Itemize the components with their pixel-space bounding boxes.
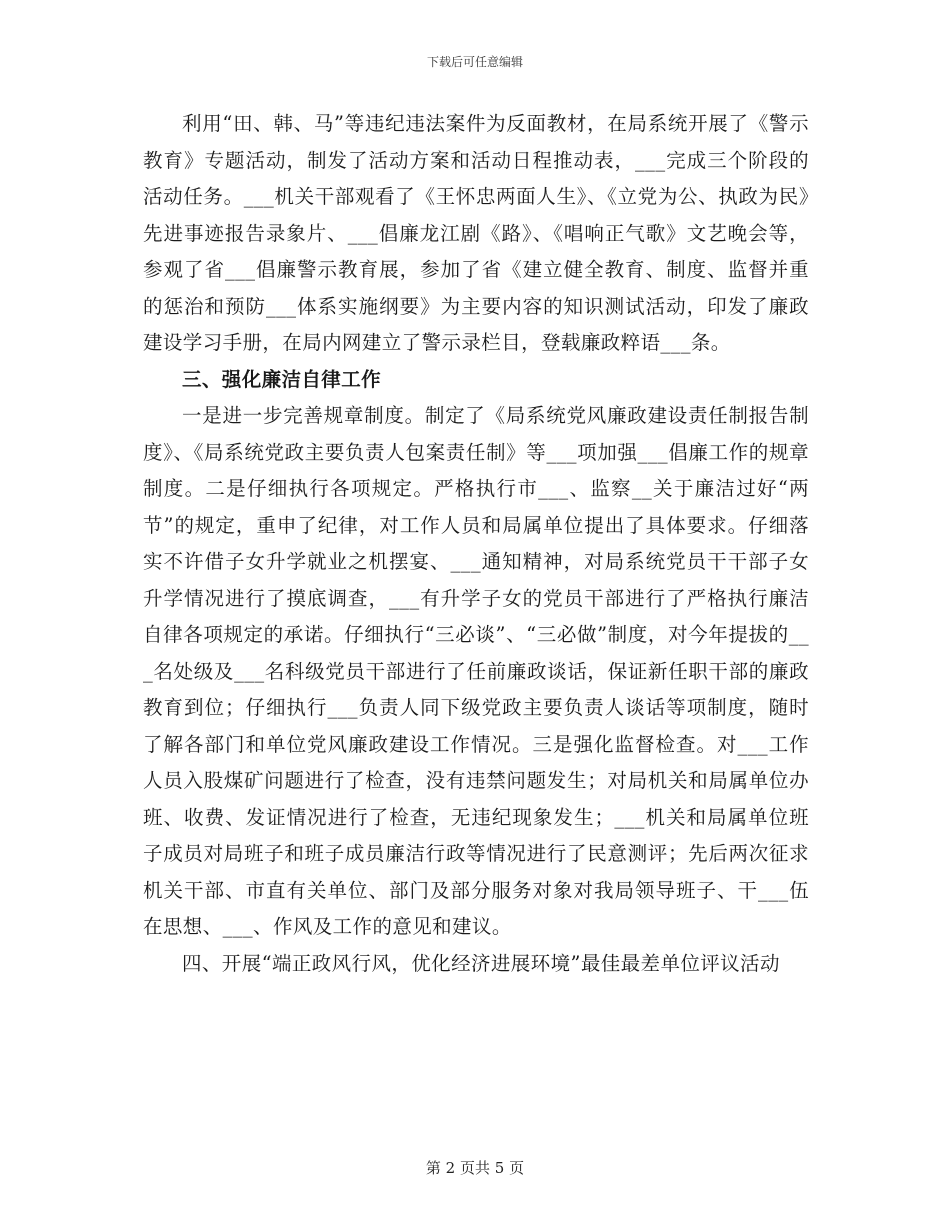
paragraph-self-discipline: 一是进一步完善规章制度。制定了《局系统党风廉政建设责任制报告制度》、《局系统党政主要负责人包案责任制》等___项加强___倡廉工作的规章制度。二是仔细执行各项规定。严格执行市___、监察__关于廉洁过好“两节”的规定，重申了纪律，对工作人员和局属单位提出了具体要求。仔细落实不许借子女升学就业之机摆宴、___通知精神，对局系统党员干干部子女升学情况进行了摸底调查，___有升学子女的党员干部进行了严格执行廉洁自律各项规定的承诺。仔细执行“三必谈”、“三必做”制度，对今年提拔的___名处级及___名科级党员干部进行了任前廉政谈话，保证新任职干部的廉政教育到位；仔细执行___负责人同下级党政主要负责人谈话等项制度，随时了解各部门和单位党风廉政建设工作情况。三是强化监督检查。对___工作人员入股煤矿问题进行了检查，没有违禁问题发生；对局机关和局属单位办班、收费、发证情况进行了检查，无违纪现象发生；___机关和局属单位班子成员对局班子和班子成员廉洁行政等情况进行了民意测评；先后两次征求机关干部、市直有关单位、部门及部分服务对象对我局领导班子、干___伍在思想、___、作风及工作的意见和建议。 bbox=[143, 404, 809, 938]
document-body bbox=[143, 106, 809, 982]
paragraph-warning-education: 利用“田、韩、马”等违纪违法案件为反面教材，在局系统开展了《警示教育》专题活动，制发了活动方案和活动日程推动表，___完成三个阶段的活动任务。___机关干部观看了《王怀忠两面人生》、《立党为公、执政为民》先进事迹报告录象片、___倡廉龙江剧《路》、《唱响正气歌》文艺晚会等，参观了省___倡廉警示教育展，参加了省《建立健全教育、制度、监督并重的惩治和预防___体系实施纲要》为主要内容的知识测试活动，印发了廉政建设学习手册，在局内网建立了警示录栏目，登载廉政粹语___条。 bbox=[143, 112, 809, 354]
page-footer: 第 2 页共 5 页 bbox=[425, 1159, 525, 1177]
page-header: 下载后可任意编辑 bbox=[426, 55, 523, 69]
section-heading-self-discipline: 三、强化廉洁自律工作 bbox=[182, 367, 382, 391]
section-heading-evaluation: 四、开展“端正政风行风，优化经济进展环境”最佳最差单位评议活动 bbox=[182, 951, 780, 975]
